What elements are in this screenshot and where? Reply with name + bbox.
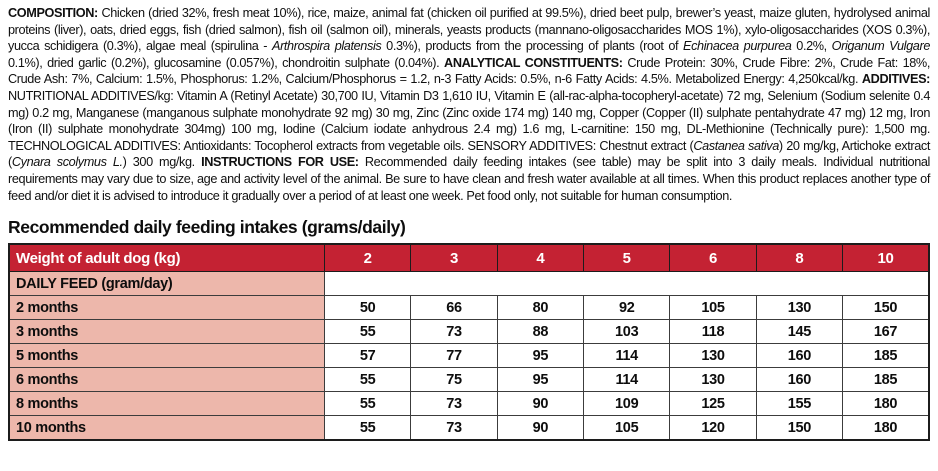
label-text-segment: Echinacea purpurea [683, 39, 792, 54]
feed-value-cell: 150 [756, 416, 842, 441]
feed-value-cell: 180 [843, 416, 929, 441]
feed-value-cell: 73 [411, 320, 497, 344]
feed-value-cell: 150 [843, 296, 929, 320]
feed-value-cell: 130 [756, 296, 842, 320]
label-text-segment: Arthrospira platensis [271, 39, 382, 54]
label-text-segment: Cynara scolymus L. [11, 155, 123, 170]
feed-value-cell: 103 [584, 320, 670, 344]
feed-value-cell: 90 [497, 416, 583, 441]
label-text-segment: ) 300 mg/kg. [122, 155, 202, 170]
table-row [9, 296, 929, 320]
label-text-segment: Crude Protein: 30%, Crude Fibre: 2%, Crude Fat: 18%, Crude Ash: 7%, Calcium: 1.5%, Phosphorus: 1.2%, Calcium/Phosphorus = 1.2, n-3 Fatty Acids: 0.5%, n-6 Fatty Acids: 4.5%. Metabolized Energy: 4,250kcal/kg. [8, 55, 930, 87]
feed-value-cell: 185 [843, 344, 929, 368]
weight-header-cell: 10 [843, 244, 929, 272]
weight-header-label: Weight of adult dog (kg) [9, 244, 325, 272]
feed-value-cell: 55 [325, 416, 411, 441]
month-label-cell: 10 months [9, 416, 325, 441]
feed-value-cell: 114 [584, 368, 670, 392]
feed-value-cell: 75 [411, 368, 497, 392]
label-paragraph [8, 5, 930, 204]
label-text-segment: ) 20 mg/kg, Artichoke extract ( [8, 138, 930, 170]
label-text-segment: ADDITIVES: [861, 72, 930, 87]
feed-value-cell: 73 [411, 392, 497, 416]
feeding-table-title: Recommended daily feeding intakes (grams/daily) [8, 217, 406, 238]
table-header-row [9, 244, 929, 272]
label-text-segment: 0.2%, [791, 39, 832, 54]
feed-value-cell: 50 [325, 296, 411, 320]
feed-value-cell: 120 [670, 416, 756, 441]
label-text-segment: 0.3%), products from the processing of plants (root of [381, 39, 684, 54]
table-body [9, 272, 929, 441]
daily-feed-label-cell: DAILY FEED (gram/day) [9, 272, 325, 296]
table-row [9, 392, 929, 416]
daily-feed-row [9, 272, 929, 296]
feed-value-cell: 185 [843, 368, 929, 392]
label-text-segment: NUTRITIONAL ADDITIVES/kg: Vitamin A (Retinyl Acetate) 30,700 IU, Vitamin D3 1,610 IU, Vitamin E (all-rac-alpha-tocopheryl-acetate) 72 mg, Selenium (Sodium selenite 0.4 mg) 0.2 mg, Manganese (manganous sulphate monohydrate 92 mg) 30 mg, Zinc (Zinc oxide 174 mg) 140 mg, Copper (Copper (II) sulphate pentahydrate 47 mg) 12 mg, Iron (Iron (II) sulphate monohydrate 304mg) 100 mg, Iodine (Calcium iodate anhydrous 2.4 mg) 1.6 mg, L-carnitine: 150 mg, DL-Methionine (Technically pure): 1,500 mg. TECHNOLOGICAL ADDITIVES: Antioxidants: Tocopherol extracts from vegetable oils. SENSORY ADDITIVES: Chestnut extract ( [8, 88, 930, 153]
feed-value-cell: 130 [670, 368, 756, 392]
month-label-cell: 2 months [9, 296, 325, 320]
feed-value-cell: 73 [411, 416, 497, 441]
feed-value-cell: 105 [584, 416, 670, 441]
feed-value-cell: 90 [497, 392, 583, 416]
weight-header-cell: 8 [756, 244, 842, 272]
table-row [9, 320, 929, 344]
weight-header-cell: 4 [497, 244, 583, 272]
feed-value-cell: 130 [670, 344, 756, 368]
label-text-segment: 0.1%), dried garlic (0.2%), glucosamine (0.057%), chondroitin sulphate (0.04%). [8, 55, 445, 70]
label-text-segment: INSTRUCTIONS FOR USE: [201, 155, 365, 170]
feed-value-cell: 180 [843, 392, 929, 416]
weight-header-cell: 6 [670, 244, 756, 272]
weight-header-cell: 5 [584, 244, 670, 272]
table-row [9, 368, 929, 392]
feed-value-cell: 125 [670, 392, 756, 416]
feed-value-cell: 95 [497, 344, 583, 368]
feed-value-cell: 118 [670, 320, 756, 344]
feed-value-cell: 95 [497, 368, 583, 392]
feed-value-cell: 105 [670, 296, 756, 320]
feeding-table [8, 243, 930, 441]
feed-value-cell: 88 [497, 320, 583, 344]
feed-value-cell: 109 [584, 392, 670, 416]
label-text-segment: Castanea sativa [693, 138, 779, 153]
weight-header-cell: 2 [325, 244, 411, 272]
month-label-cell: 5 months [9, 344, 325, 368]
feed-value-cell: 57 [325, 344, 411, 368]
feed-value-cell: 80 [497, 296, 583, 320]
feed-value-cell: 160 [756, 368, 842, 392]
feed-value-cell: 66 [411, 296, 497, 320]
label-text-segment: Origanum Vulgare [831, 39, 930, 54]
label-text-segment: Chicken (dried 32%, fresh meat 10%), rice, maize, animal fat (chicken oil purified at 99.5%), dried beet pulp, brewer’s yeast, maize gluten, hydrolysed animal proteins (liver), oats, dried eggs, fish (dried salmon), fish oil (salmon oil), minerals, yeasts products (mannano-oligosaccharides MOS 1%), xylo-oligosaccharides (XOS 0.3%), yucca schidigera (0.3%), algae meal (spirulina - [8, 6, 930, 54]
feed-value-cell: 92 [584, 296, 670, 320]
feed-value-cell: 145 [756, 320, 842, 344]
weight-header-cell: 3 [411, 244, 497, 272]
label-text-segment: COMPOSITION: [8, 6, 102, 20]
feed-value-cell: 160 [756, 344, 842, 368]
month-label-cell: 6 months [9, 368, 325, 392]
feed-value-cell: 55 [325, 320, 411, 344]
feed-value-cell: 55 [325, 392, 411, 416]
table-row [9, 344, 929, 368]
label-text-segment: Recommended daily feeding intakes (see table) may be split into 3 daily meals. Individual nutritional requirements may vary due to size, age and activity level of the animal. Be sure to have clean and fresh water available at all times. When this product replaces another type of feed and/or diet it is advised to introduce it gradually over a period of at least one week. Pet food only, not suitable for human consumption. [8, 155, 930, 203]
daily-feed-empty-cell [325, 272, 930, 296]
month-label-cell: 8 months [9, 392, 325, 416]
month-label-cell: 3 months [9, 320, 325, 344]
feed-value-cell: 55 [325, 368, 411, 392]
feed-value-cell: 167 [843, 320, 929, 344]
feed-value-cell: 114 [584, 344, 670, 368]
table-row [9, 416, 929, 441]
feed-value-cell: 155 [756, 392, 842, 416]
feed-value-cell: 77 [411, 344, 497, 368]
label-text-segment: ANALYTICAL CONSTITUENTS: [444, 55, 628, 70]
